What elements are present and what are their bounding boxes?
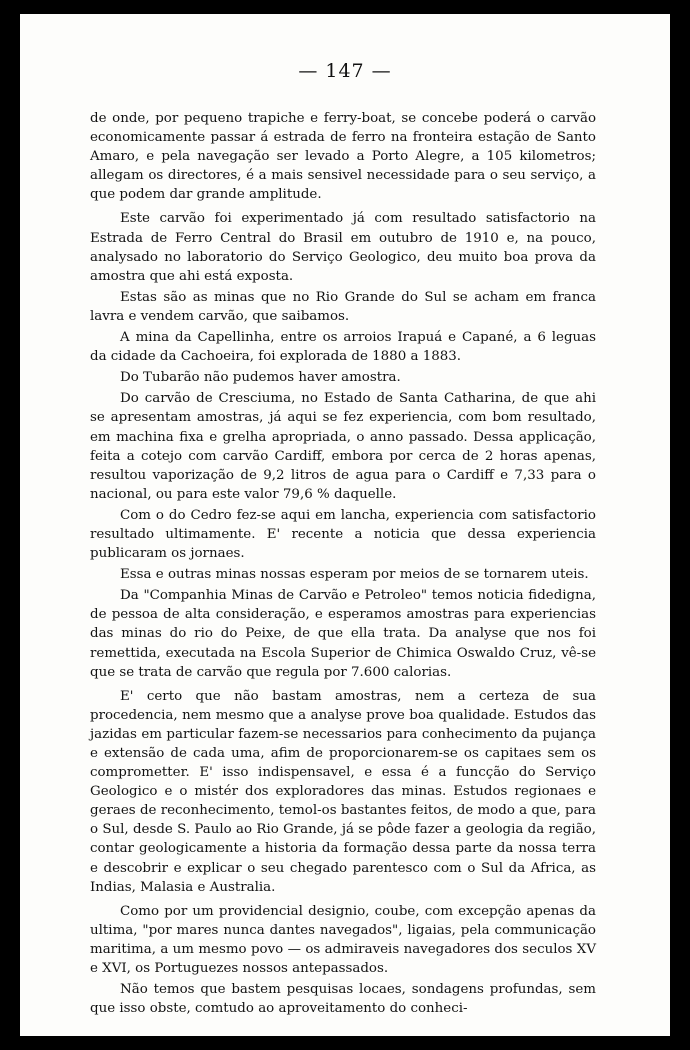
page-number: — 147 — (298, 60, 392, 82)
paragraph-6: Do carvão de Cresciuma, no Estado de Santa Catharina, de que ahi se apresentam amostras, já aqui se fez experiencia, com bom resultado, em machina fixa e grelha apropriada, o anno passado. Dessa applicação, feita a cotejo com carvão Cardiff, embora por cerca de 2 horas apenas, resultou vaporização de 9,2 litros de agua para o Cardiff e 7,33 para o nacional, ou para este valor 79,6 % daquelle. (90, 391, 596, 502)
paragraph-1: de onde, por pequeno trapiche e ferry-boat, se concebe poderá o carvão economicamente passar á estrada de ferro na fronteira estação de Santo Amaro, e pela navegação ser levado a Porto Alegre, a 105 kilometros; allegam os directores, é a mais sensivel necessidade para o seu serviço, a que podem dar grande amplitude. (90, 111, 596, 203)
book-page (20, 14, 670, 1036)
body-text (90, 109, 596, 1020)
paragraph-2: Este carvão foi experimentado já com resultado satisfactorio na Estrada de Ferro Central do Brasil em outubro de 1910 e, na pouco, analysado no laboratorio do Serviço Geologico, deu muito boa prova da amostra que ahi está exposta. (90, 211, 596, 284)
paragraph-5: Do Tubarão não pudemos haver amostra. (120, 370, 401, 386)
paragraph-11: Como por um providencial designio, coube, com excepção apenas da ultima, "por mares nunca dantes navegados", ligaias, pela communicação maritima, a um mesmo povo — os admiraveis navegadores dos seculos XV e XVI, os Portuguezes nossos antepassados. (90, 903, 596, 977)
paragraph-3: Estas são as minas que no Rio Grande do Sul se acham em franca lavra e vendem carvão, que saibamos. (90, 289, 596, 324)
paragraph-7: Com o do Cedro fez-se aqui em lancha, experiencia com satisfactorio resultado ultimamente. E' recente a noticia que dessa experiencia publicaram os jornaes. (90, 507, 596, 562)
paragraph-4: A mina da Capellinha, entre os arroios Irapuá e Capané, a 6 leguas da cidade da Cachoeira, foi explorada de 1880 a 1883. (90, 330, 596, 365)
paragraph-12: Não temos que bastem pesquisas locaes, sondagens profundas, sem que isso obste, comtudo ao aproveitamento do conheci- (90, 982, 596, 1017)
paragraph-9: Da "Companhia Minas de Carvão e Petroleo" temos noticia fidedigna, de pessoa de alta consideração, e esperamos amostras para experiencias das minas do rio do Peixe, de que ella trata. Da analyse que nos foi remettida, executada na Escola Superior de Chimica Oswaldo Cruz, vê-se que se trata de carvão que regula por 7.600 calorias. (90, 588, 596, 680)
paragraph-10: E' certo que não bastam amostras, nem a certeza de sua procedencia, nem mesmo que a analyse prove boa qualidade. Estudos das jazidas em particular fazem-se necessarios para conhecimento da pujança e extensão de cada uma, afim de proporcionarem-se os capitaes sem os comprometter. E' isso indispensavel, e essa é a funcção do Serviço Geologico e o mistér dos exploradores das minas. Estudos regionaes e geraes de reconhecimento, temol-os bastantes feitos, de modo a que, para o Sul, desde S. Paulo ao Rio Grande, já se pôde fazer a geologia da região, contar geologicamente a historia da formação dessa parte da nossa terra e descobrir e explicar o seu chegado parentesco com o Sul da Africa, as Indias, Malasia e Australia. (90, 688, 596, 895)
paragraph-8: Essa e outras minas nossas esperam por meios de se tornarem uteis. (120, 567, 589, 583)
